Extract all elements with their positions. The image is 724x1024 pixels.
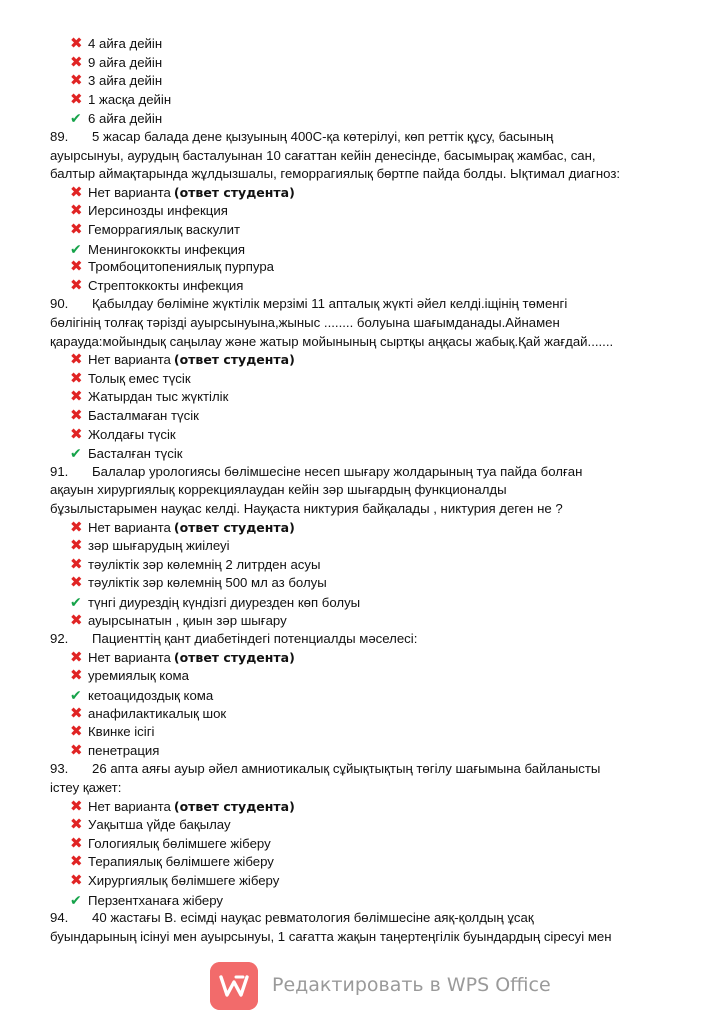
check-icon: ✔ bbox=[70, 240, 82, 257]
answer-option bbox=[70, 371, 191, 387]
answer-text: 3 айға дейін bbox=[88, 73, 163, 89]
question-line bbox=[50, 780, 121, 796]
question-number: 89. bbox=[50, 129, 69, 144]
cross-icon: ✖ bbox=[70, 611, 83, 629]
question-first-line bbox=[50, 129, 553, 145]
answer-text: Геморрагиялық васкулит bbox=[88, 222, 241, 237]
answer-text: 1 жасқа дейін bbox=[88, 91, 172, 107]
cross-icon: ✖ bbox=[70, 90, 83, 108]
question-text: бөлігінің толғақ тәрізді ауырсынуына,жыныс ........ болуына шағымданады.Айнамен bbox=[50, 315, 560, 330]
cross-icon: ✖ bbox=[70, 35, 83, 52]
question-text: Қабылдау бөліміне жүктілік мерзімі 11 апталық жүкті әйел келді.іщінің төменгі bbox=[92, 296, 568, 312]
question-number: 92. bbox=[50, 631, 69, 647]
answer-option bbox=[70, 408, 199, 424]
answer-text: 6 айға дейін bbox=[88, 111, 163, 127]
question-first-line bbox=[50, 464, 582, 480]
answer-text: Уақытша үйде бақылау bbox=[88, 817, 231, 833]
cross-icon: ✖ bbox=[70, 351, 83, 369]
answer-option bbox=[70, 110, 162, 127]
answer-option bbox=[70, 520, 295, 536]
answer-text: анафилактикалық шок bbox=[88, 705, 227, 721]
answer-option bbox=[70, 427, 176, 443]
question-number: 94. bbox=[50, 910, 69, 926]
answer-text: 4 айға дейін bbox=[88, 36, 163, 51]
answer-option bbox=[70, 278, 243, 294]
question-text: ауырсынуы, аурудың басталуынан 10 сағаттан кейін денесінде, басымырақ жамбас, сан, bbox=[50, 147, 596, 163]
wps-logo-icon[interactable] bbox=[210, 962, 258, 1010]
cross-icon: ✖ bbox=[70, 741, 83, 759]
cross-icon: ✖ bbox=[70, 555, 83, 573]
answer-option bbox=[70, 538, 230, 554]
answer-option bbox=[70, 36, 162, 52]
question-text: 26 апта аяғы ауыр әйел амниотикалық сұйықтықтың төгілу шағымына байланысты bbox=[92, 761, 601, 777]
answer-text: Перзентханаға жіберу bbox=[88, 892, 224, 908]
answer-text: тәуліктік зәр көлемнің 2 литрден асуы bbox=[88, 556, 321, 572]
answer-option bbox=[70, 92, 171, 108]
cross-icon: ✖ bbox=[70, 369, 83, 387]
student-answer-note: (ответ студента) bbox=[173, 184, 295, 200]
question-line bbox=[50, 501, 563, 517]
answer-text: Иерсинозды инфекция bbox=[88, 203, 228, 219]
answer-option bbox=[70, 575, 327, 591]
answer-option bbox=[70, 73, 162, 89]
question-line bbox=[50, 482, 507, 498]
wps-edit-label[interactable]: Редактировать в WPS Office bbox=[272, 974, 551, 996]
student-answer-note: (ответ студента) bbox=[173, 519, 295, 535]
question-text: 5 жасар балада дене қызуының 400С-қа көтерілуі, көп реттік құсу, басының bbox=[92, 129, 554, 144]
answer-option bbox=[70, 203, 228, 219]
answer-option bbox=[70, 241, 245, 258]
answer-option bbox=[70, 854, 274, 870]
answer-option bbox=[70, 352, 295, 368]
question-text: ақауын хирургиялық коррекциялаудан кейін зәр шығардың функционалды bbox=[50, 482, 507, 498]
student-answer-note: (ответ студента) bbox=[173, 352, 295, 368]
answer-text: зәр шығарудың жиілеуі bbox=[88, 538, 230, 554]
question-text: Пациенттің қант диабетіндегі потенциалды мәселесі: bbox=[92, 631, 418, 647]
cross-icon: ✖ bbox=[70, 648, 83, 666]
answer-text: Стрептоккокты инфекция bbox=[88, 277, 244, 293]
check-icon: ✔ bbox=[70, 110, 82, 127]
question-line bbox=[50, 315, 560, 331]
question-line bbox=[50, 929, 612, 945]
cross-icon: ✖ bbox=[70, 72, 83, 90]
answer-text: Толық емес түсік bbox=[88, 370, 191, 386]
answer-text: тәуліктік зәр көлемнің 500 мл аз болуы bbox=[88, 575, 327, 591]
question-line bbox=[50, 166, 620, 182]
question-first-line bbox=[50, 631, 417, 647]
question-first-line bbox=[50, 296, 567, 312]
answer-text: кетоацидоздық кома bbox=[88, 688, 214, 703]
answer-option bbox=[70, 873, 279, 889]
student-answer-note: (ответ студента) bbox=[173, 649, 295, 665]
answer-text: Жолдағы түсік bbox=[88, 426, 176, 442]
cross-icon: ✖ bbox=[70, 221, 83, 238]
cross-icon: ✖ bbox=[70, 816, 83, 834]
answer-text: Нет варианта bbox=[88, 519, 171, 535]
answer-text: Басталмаған түсік bbox=[88, 408, 199, 423]
question-text: буындарының ісінуі мен ауырсынуы, 1 сағатта жақын таңертеңгілік буындардың сіресуі мен bbox=[50, 928, 612, 944]
answer-option bbox=[70, 185, 295, 201]
answer-text: Нет варианта bbox=[88, 649, 171, 665]
answer-text: Хирургиялық бөлімшеге жіберу bbox=[88, 873, 280, 888]
answer-option bbox=[70, 55, 162, 71]
cross-icon: ✖ bbox=[70, 723, 83, 741]
cross-icon: ✖ bbox=[70, 797, 83, 815]
question-number: 93. bbox=[50, 761, 69, 777]
answer-text: уремиялық кома bbox=[88, 668, 189, 684]
cross-icon: ✖ bbox=[70, 853, 83, 871]
answer-text: пенетрация bbox=[88, 742, 160, 758]
answer-option bbox=[70, 594, 360, 611]
answer-text: Жатырдан тыс жүктілік bbox=[88, 389, 229, 405]
question-number: 91. bbox=[50, 463, 69, 479]
answer-text: Тромбоцитопениялық пурпура bbox=[88, 259, 274, 275]
question-text: қарауда:мойындық саңылау және жатыр мойынының сыртқы аңқасы жабық.Қай жағдай....... bbox=[50, 333, 614, 349]
answer-text: Нет варианта bbox=[88, 184, 171, 200]
answer-option bbox=[70, 799, 295, 815]
question-text: істеу қажет: bbox=[50, 780, 122, 795]
question-text: Балалар урологиясы бөлімшесіне несеп шығару жолдарының туа пайда болған bbox=[92, 463, 583, 479]
cross-icon: ✖ bbox=[70, 667, 83, 685]
student-answer-note: (ответ студента) bbox=[173, 798, 295, 814]
cross-icon: ✖ bbox=[70, 574, 83, 592]
question-first-line bbox=[50, 910, 534, 926]
answer-option bbox=[70, 817, 231, 833]
check-icon: ✔ bbox=[70, 445, 82, 462]
cross-icon: ✖ bbox=[70, 53, 83, 71]
cross-icon: ✖ bbox=[70, 183, 83, 201]
check-icon: ✔ bbox=[70, 594, 82, 610]
check-icon: ✔ bbox=[70, 687, 82, 703]
cross-icon: ✖ bbox=[70, 276, 83, 294]
cross-icon: ✖ bbox=[70, 425, 83, 443]
answer-option bbox=[70, 445, 183, 462]
question-line bbox=[50, 334, 613, 350]
answer-text: Гологиялық бөлімшеге жіберу bbox=[88, 835, 271, 851]
answer-option bbox=[70, 222, 240, 238]
answer-text: Менингококкты инфекция bbox=[88, 241, 246, 257]
question-text: 40 жастағы В. есімді науқас ревматология бөлімшесіне аяқ-қолдың ұсақ bbox=[92, 910, 534, 926]
question-first-line bbox=[50, 761, 600, 777]
answer-text: Терапиялық бөлімшеге жіберу bbox=[88, 854, 274, 870]
answer-text: Басталған түсік bbox=[88, 446, 183, 462]
question-text: бұзылыстарымен науқас келді. Науқаста никтурия байқалады , никтурия деген не ? bbox=[50, 501, 563, 516]
answer-text: 9 айға дейін bbox=[88, 54, 163, 70]
cross-icon: ✖ bbox=[70, 518, 83, 536]
answer-option bbox=[70, 650, 295, 666]
answer-option bbox=[70, 259, 274, 275]
question-text: балтыр аймақтарында жұлдызшалы, геморрагиялық бөртпе пайда болды. Ықтимал диагноз: bbox=[50, 166, 621, 182]
answer-option bbox=[70, 389, 228, 405]
answer-option bbox=[70, 724, 154, 740]
cross-icon: ✖ bbox=[70, 834, 83, 852]
cross-icon: ✖ bbox=[70, 704, 83, 722]
cross-icon: ✖ bbox=[70, 537, 83, 555]
cross-icon: ✖ bbox=[70, 202, 83, 220]
answer-option bbox=[70, 613, 287, 629]
answer-option bbox=[70, 743, 159, 759]
question-number: 90. bbox=[50, 296, 69, 312]
cross-icon: ✖ bbox=[70, 407, 83, 424]
answer-option bbox=[70, 687, 213, 704]
cross-icon: ✖ bbox=[70, 872, 83, 889]
answer-option bbox=[70, 836, 271, 852]
answer-option bbox=[70, 668, 189, 684]
answer-text: Квинке ісігі bbox=[88, 724, 155, 740]
answer-option bbox=[70, 557, 320, 573]
answer-text: Нет варианта bbox=[88, 352, 171, 368]
answer-text: түнгі диурездің күндізгі диурезден көп болуы bbox=[88, 595, 361, 610]
answer-option bbox=[70, 706, 226, 722]
answer-text: Нет варианта bbox=[88, 798, 171, 814]
answer-option bbox=[70, 892, 223, 909]
check-icon: ✔ bbox=[70, 891, 82, 908]
answer-text: ауырсынатын , қиын зәр шығару bbox=[88, 612, 287, 628]
question-line bbox=[50, 148, 596, 164]
cross-icon: ✖ bbox=[70, 258, 83, 276]
cross-icon: ✖ bbox=[70, 388, 83, 406]
